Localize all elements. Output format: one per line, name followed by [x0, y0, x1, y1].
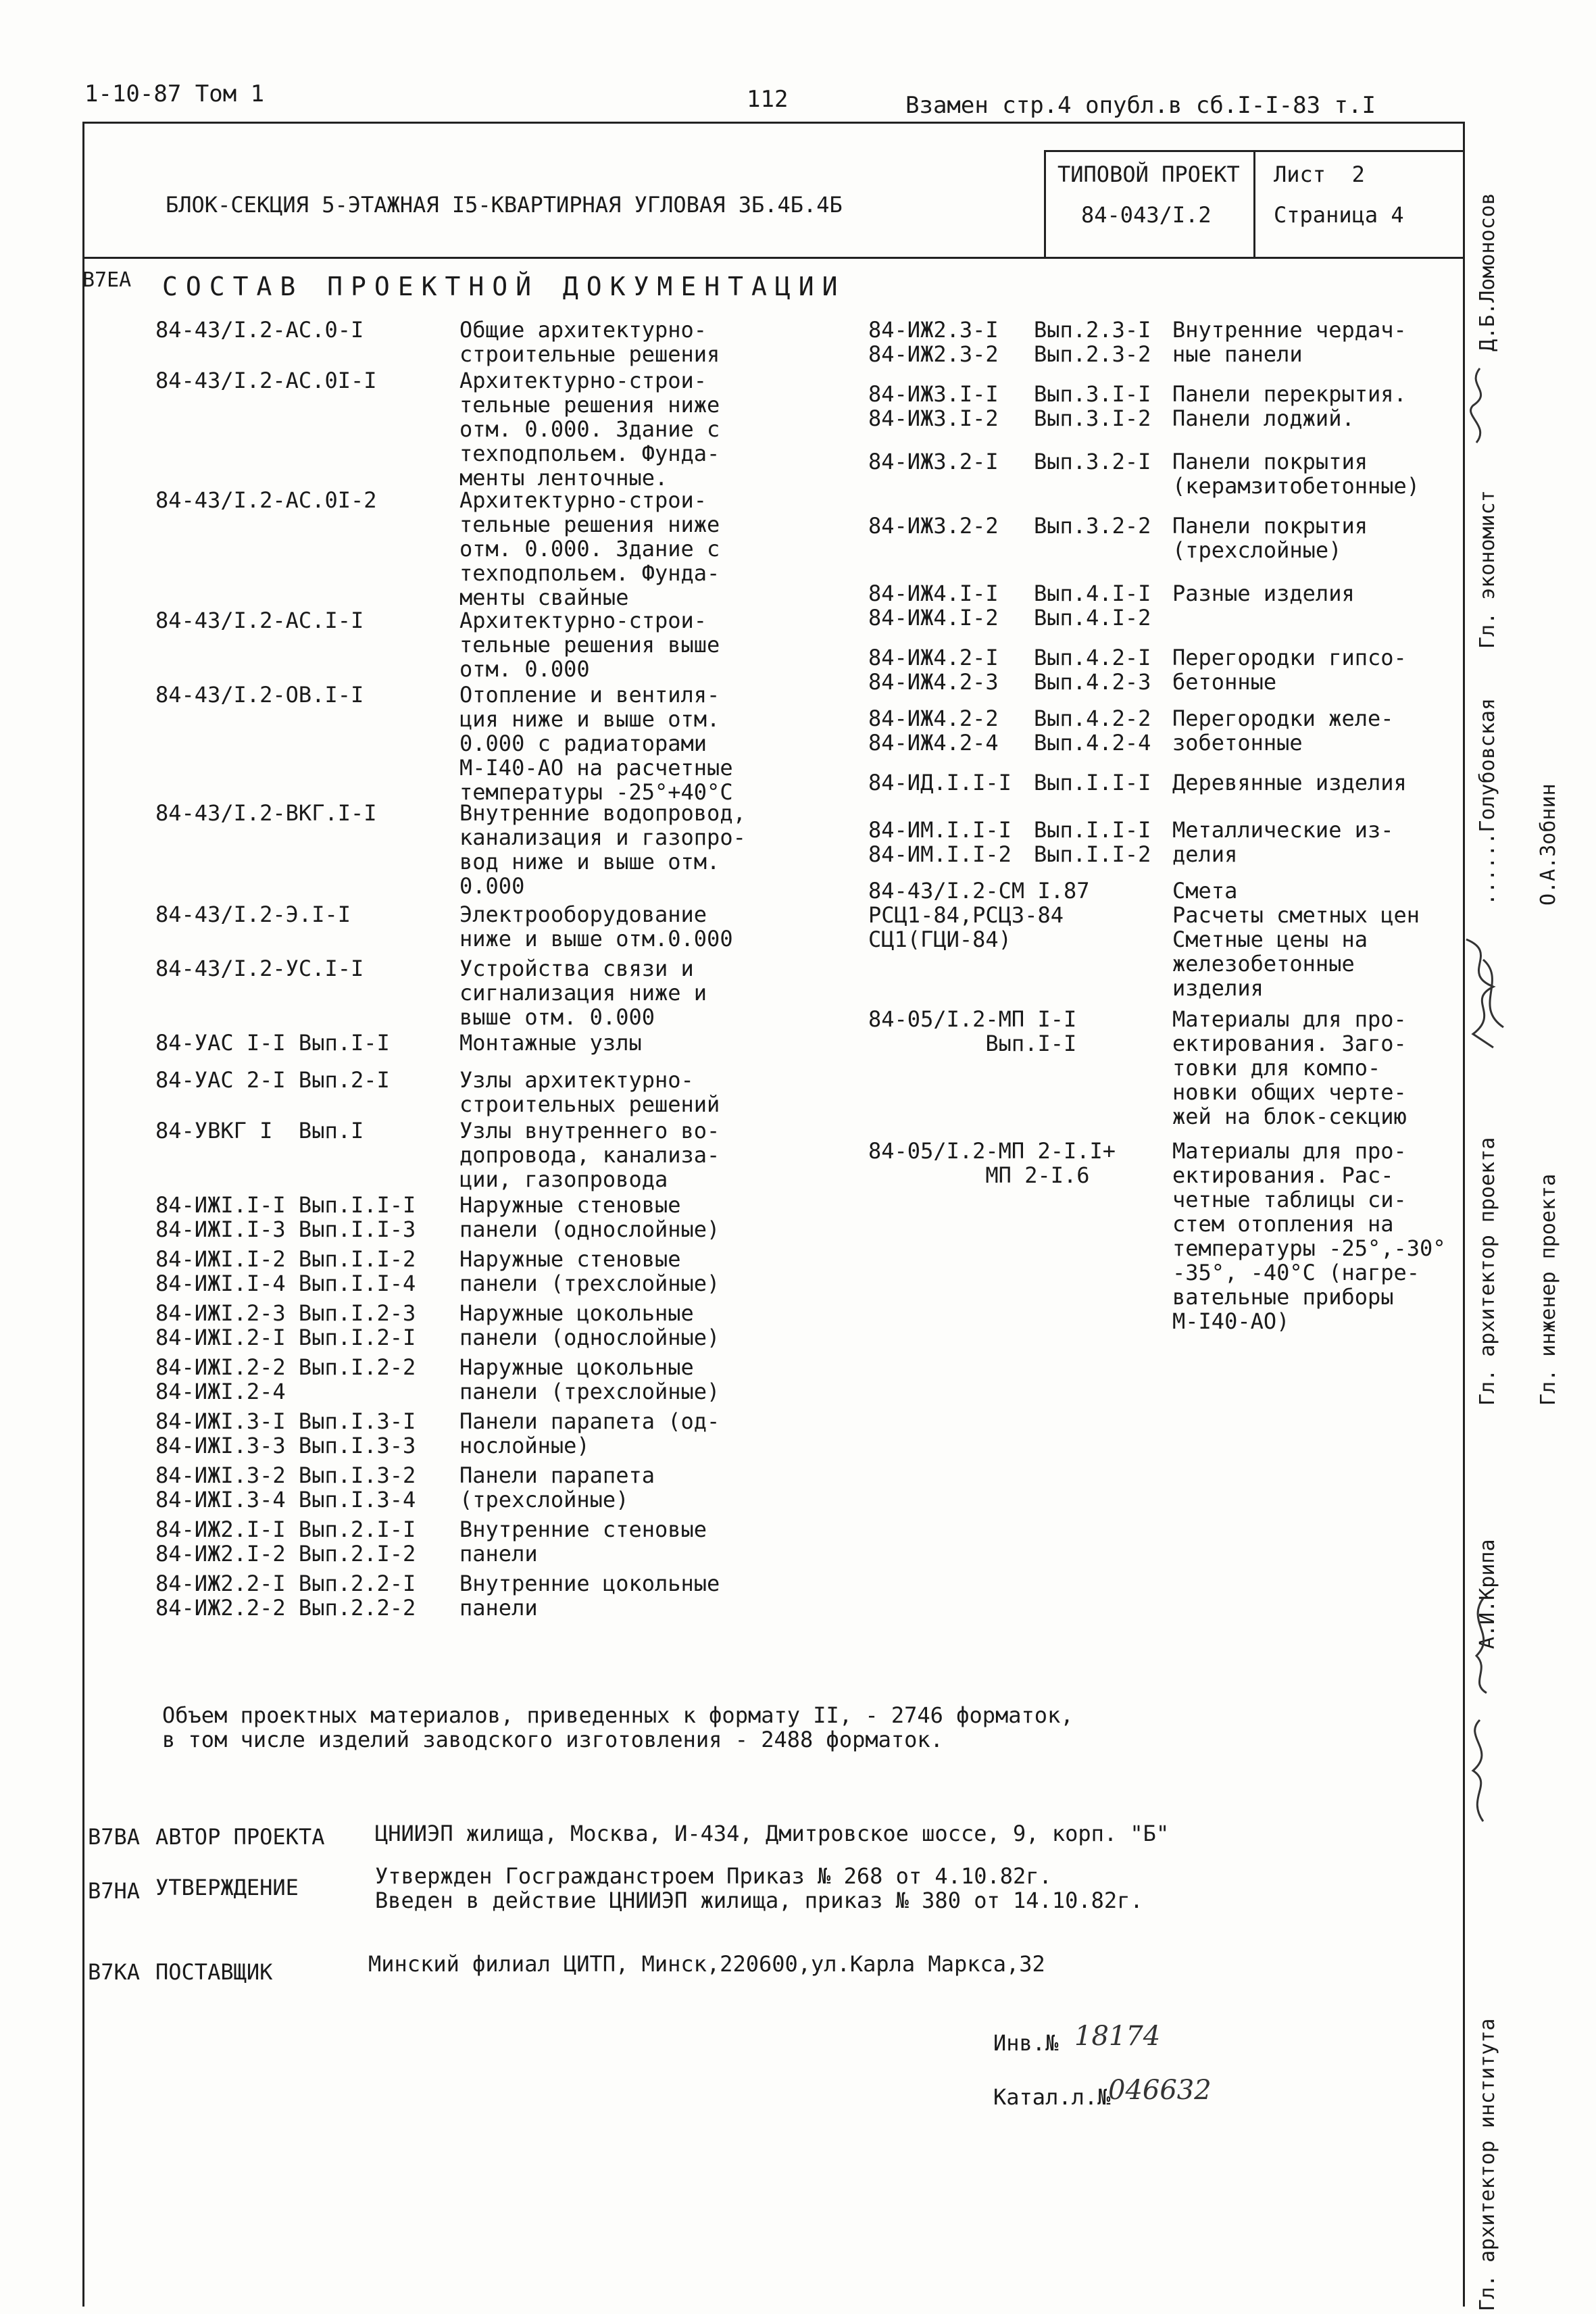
- right-row-issue: Вып.2.3-I Вып.2.3-2: [1034, 317, 1151, 367]
- left-row-description: Наружные стеновые панели (трехслойные): [459, 1246, 720, 1296]
- left-row-code: 84-ИЖI.3-I Вып.I.3-I 84-ИЖI.3-3 Вып.I.3-3: [155, 1408, 416, 1458]
- replacement-note: Взамен стр.4 опубл.в сб.I-I-83 т.I: [905, 92, 1376, 119]
- header-divider: [1253, 150, 1255, 258]
- catalog-label: Катал.л.№: [993, 2084, 1111, 2110]
- signature-mark: [1453, 933, 1514, 1054]
- project-label: ТИПОВОЙ ПРОЕКТ: [1057, 162, 1240, 187]
- right-row-description: Панели перекрытия. Панели лоджий.: [1172, 381, 1407, 431]
- right-row-description: Смета Расчеты сметных цен Сметные цены на железобетонные изделия: [1172, 878, 1420, 1001]
- right-row-issue: Вып.3.2-2: [1034, 513, 1151, 539]
- approval-label: УТВЕРЖДЕНИЕ: [155, 1875, 299, 1900]
- left-row-code: 84-43/I.2-AC.0-I: [155, 317, 364, 343]
- left-row-description: Архитектурно-строи- тельные решения ниже отм. 0.000. Здание с техподпольем. Фунда- менты свайные: [459, 487, 720, 610]
- right-row-code: 84-05/I.2-МП I-I Вып.I-I: [868, 1006, 1077, 1056]
- left-row-code: 84-ИЖ2.2-I Вып.2.2-I 84-ИЖ2.2-2 Вып.2.2-2: [155, 1571, 416, 1621]
- left-row-description: Наружные цокольные панели (однослойные): [459, 1300, 720, 1350]
- left-row-description: Архитектурно-строи- тельные решения выше отм. 0.000: [459, 608, 720, 682]
- left-row-code: 84-ИЖ2.I-I Вып.2.I-I 84-ИЖ2.I-2 Вып.2.I-2: [155, 1517, 416, 1567]
- section-code: B7EA: [82, 268, 132, 292]
- approval-value: Утвержден Госгражданстроем Приказ № 268 от 4.10.82г. Введен в действие ЦНИИЭП жилища, приказ № 380 от 14.10.82г.: [375, 1863, 1143, 1913]
- sheet-number: Лист 2: [1274, 162, 1365, 187]
- right-row-code: 84-05/I.2-МП 2-I.I+ МП 2-I.6: [868, 1138, 1116, 1188]
- document-title: БЛОК-СЕКЦИЯ 5-ЭТАЖНАЯ I5-КВАРТИРНАЯ УГЛОВАЯ 3Б.4Б.4Б: [166, 192, 843, 218]
- series-label: 1-10-87 Том 1: [84, 80, 265, 107]
- left-row-code: 84-43/I.2-УС.I-I: [155, 956, 364, 981]
- header-divider: [1044, 150, 1046, 258]
- left-row-code: 84-УАС 2-I Вып.2-I: [155, 1067, 390, 1093]
- left-row-description: Монтажные узлы: [459, 1030, 642, 1056]
- stamp-chief-engineer: Гл. инженер проекта: [1537, 1173, 1560, 1406]
- right-row-issue: Вып.4.I-I Вып.4.I-2: [1034, 581, 1151, 631]
- right-row-code: 84-ИЖ4.I-I 84-ИЖ4.I-2: [868, 581, 999, 631]
- right-row-code: 84-ИМ.I.I-I 84-ИМ.I.I-2: [868, 817, 1012, 867]
- right-row-description: Панели покрытия (трехслойные): [1172, 513, 1368, 563]
- right-row-description: Материалы для про- ектирования. Заго- товки для компо- новки общих черте- жей на блок-секцию: [1172, 1006, 1407, 1129]
- stamp-name-kripa: А.И.Крипа: [1476, 1539, 1499, 1649]
- right-row-issue: Вып.4.2-2 Вып.4.2-4: [1034, 706, 1151, 756]
- right-row-description: Деревянные изделия: [1172, 770, 1407, 795]
- left-row-code: 84-УАС I-I Вып.I-I: [155, 1030, 390, 1056]
- right-row-code: 84-ИД.I.I-I: [868, 770, 1012, 795]
- left-row-description: Устройства связи и сигнализация ниже и выше отм. 0.000: [459, 956, 707, 1030]
- right-row-issue: Вып.4.2-I Вып.4.2-3: [1034, 645, 1151, 695]
- header-bottom-border: [82, 257, 1463, 259]
- right-row-issue: Вып.3.2-I: [1034, 449, 1151, 474]
- stamp-chief-architect-institute: Гл. архитектор института: [1476, 2018, 1499, 2311]
- stamp-name-zobnin: О.А.Зобнин: [1537, 783, 1560, 906]
- right-row-code: 84-ИЖ2.3-I 84-ИЖ2.3-2: [868, 317, 999, 367]
- left-row-description: Внутренние стеновые панели: [459, 1517, 707, 1567]
- left-row-description: Электрооборудование ниже и выше отм.0.000: [459, 902, 733, 952]
- left-row-code: 84-43/I.2-OB.I-I: [155, 682, 364, 708]
- left-row-code: 84-ИЖI.2-3 Вып.I.2-3 84-ИЖI.2-I Вып.I.2-I: [155, 1300, 416, 1350]
- left-row-code: 84-УВКГ I Вып.I: [155, 1118, 364, 1143]
- right-row-description: Металлические из- делия: [1172, 817, 1394, 867]
- author-code: B7BA: [88, 1824, 141, 1850]
- approval-code: B7HA: [88, 1878, 141, 1904]
- left-row-code: 84-43/I.2-AC.0I-I: [155, 368, 377, 393]
- right-row-code: 84-ИЖ3.2-I: [868, 449, 999, 474]
- left-row-description: Внутренние водопровод, канализация и газопро- вод ниже и выше отм. 0.000: [459, 800, 746, 899]
- right-row-description: Перегородки гипсо- бетонные: [1172, 645, 1407, 695]
- left-row-code: 84-ИЖI.2-2 Вып.I.2-2 84-ИЖI.2-4: [155, 1354, 416, 1404]
- left-row-code: 84-ИЖI.I-2 Вып.I.I-2 84-ИЖI.I-4 Вып.I.I-4: [155, 1246, 416, 1296]
- left-row-description: Узлы внутреннего во- допровода, канализа- ции, газопровода: [459, 1118, 720, 1192]
- page-number: 112: [747, 86, 789, 113]
- left-row-description: Общие архитектурно- строительные решения: [459, 317, 720, 367]
- right-row-code: 84-ИЖ3.2-2: [868, 513, 999, 539]
- stamp-chief-economist: Гл. экономист: [1476, 490, 1499, 649]
- left-row-description: Внутренние цокольные панели: [459, 1571, 720, 1621]
- section-title: СОСТАВ ПРОЕКТНОЙ ДОКУМЕНТАЦИИ: [162, 272, 846, 301]
- left-row-description: Отопление и вентиля- ция ниже и выше отм. 0.000 с радиаторами М-I40-АО на расчетные температуры -25°+40°С: [459, 682, 733, 805]
- author-label: АВТОР ПРОЕКТА: [155, 1824, 325, 1850]
- supplier-label: ПОСТАВЩИК: [155, 1959, 273, 1985]
- inventory-number: 18174: [1074, 2021, 1161, 2052]
- right-row-issue: Вып.I.I-I: [1034, 770, 1151, 795]
- supplier-value: Минский филиал ЦИТП, Минск,220600,ул.Карла Маркса,32: [368, 1951, 1045, 1977]
- inventory-label: Инв.№: [993, 2030, 1059, 2056]
- left-row-code: 84-43/I.2-AC.0I-2: [155, 487, 377, 513]
- project-code: 84-043/I.2: [1081, 202, 1212, 228]
- left-row-description: Наружные цокольные панели (трехслойные): [459, 1354, 720, 1404]
- right-row-code: 84-ИЖ3.I-I 84-ИЖ3.I-2: [868, 381, 999, 431]
- stamp-name-golubovskaya: ......Голубовская: [1476, 697, 1499, 906]
- signature-mark: [1463, 1595, 1503, 1696]
- right-row-code: 84-43/I.2-СМ I.87 РСЦ1-84,РСЦ3-84 СЦ1(ГЦИ-84): [868, 878, 1090, 952]
- left-row-description: Узлы архитектурно- строительных решений: [459, 1067, 720, 1117]
- left-row-description: Панели парапета (од- нослойные): [459, 1408, 720, 1458]
- left-row-code: 84-ИЖI.I-I Вып.I.I-I 84-ИЖI.I-3 Вып.I.I-3: [155, 1192, 416, 1242]
- right-row-description: Панели покрытия (керамзитобетонные): [1172, 449, 1420, 499]
- stamp-name-lomonosov: Д.Б.Ломоносов: [1476, 193, 1499, 351]
- right-row-issue: Вып.I.I-I Вып.I.I-2: [1034, 817, 1151, 867]
- right-row-description: Внутренние чердач- ные панели: [1172, 317, 1407, 367]
- author-value: ЦНИИЭП жилища, Москва, И-434, Дмитровское шоссе, 9, корп. "Б": [375, 1821, 1170, 1846]
- volume-note: Объем проектных материалов, приведенных к формату II, - 2746 форматок, в том числе изделий заводского изготовления - 2488 форматок.: [162, 1702, 1074, 1752]
- right-row-description: Материалы для про- ектирования. Рас- четные таблицы си- стем отопления на температуры -25°,-30° -35°, -40°С (нагре- вательные приборы М-I40-АО): [1172, 1138, 1446, 1334]
- left-row-code: 84-43/I.2-Э.I-I: [155, 902, 351, 927]
- left-row-description: Наружные стеновые панели (однослойные): [459, 1192, 720, 1242]
- left-row-description: Архитектурно-строи- тельные решения ниже отм. 0.000. Здание с техподпольем. Фунда- менты ленточные.: [459, 368, 720, 491]
- supplier-code: B7KA: [88, 1959, 141, 1985]
- signature-mark: [1460, 1717, 1500, 1825]
- catalog-number: 046632: [1108, 2075, 1212, 2106]
- right-row-code: 84-ИЖ4.2-I 84-ИЖ4.2-3: [868, 645, 999, 695]
- page-label: Страница 4: [1274, 202, 1404, 228]
- left-row-code: 84-43/I.2-AC.I-I: [155, 608, 364, 633]
- right-row-description: Разные изделия: [1172, 581, 1355, 606]
- header-box-top: [1044, 150, 1463, 152]
- left-row-code: 84-43/I.2-ВКГ.I-I: [155, 800, 377, 826]
- left-row-description: Панели парапета (трехслойные): [459, 1462, 655, 1512]
- right-row-issue: Вып.3.I-I Вып.3.I-2: [1034, 381, 1151, 431]
- stamp-chief-architect-project: Гл. архитектор проекта: [1476, 1137, 1499, 1406]
- left-row-code: 84-ИЖI.3-2 Вып.I.3-2 84-ИЖI.3-4 Вып.I.3-4: [155, 1462, 416, 1512]
- right-row-description: Перегородки желе- зобетонные: [1172, 706, 1394, 756]
- signature-mark: [1460, 365, 1500, 446]
- right-row-code: 84-ИЖ4.2-2 84-ИЖ4.2-4: [868, 706, 999, 756]
